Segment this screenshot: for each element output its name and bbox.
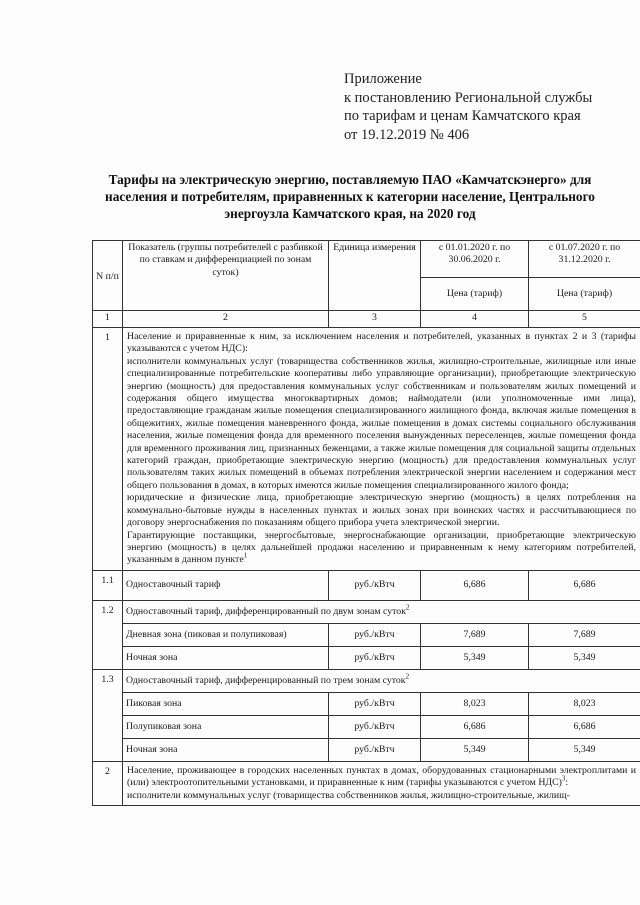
column-number-5: 5 [529, 311, 640, 328]
row-1-2-day-unit: руб./кВтч [329, 623, 421, 646]
row-1-2-label [123, 600, 640, 623]
header-indicator: Показатель (группы потребителей с разбивкой по ставкам и дифференциацией по зонам суток) [123, 241, 329, 311]
section-1-paragraph-1: Население и приравненные к ним, за исключением населения и потребителей, указанных в пунктах 2 и 3 (тарифы указываются с учетом НДС): [127, 331, 636, 355]
section-1-row [93, 328, 640, 571]
row-1-3-label-text: Одноставочный тариф, дифференцированный по трем зонам суток [126, 674, 406, 686]
appendix-header [344, 70, 592, 144]
row-1-3-peak-label: Пиковая зона [123, 692, 329, 715]
header-unit: Единица измерения [329, 241, 421, 311]
row-1-2-night-value-2: 5,349 [529, 646, 640, 669]
header-num: N п/п [93, 241, 123, 311]
section-2-row [93, 761, 640, 805]
row-1-3-peak-value-1: 8,023 [421, 692, 529, 715]
appendix-line-4: от 19.12.2019 № 406 [344, 126, 470, 143]
row-1-1-num: 1.1 [93, 570, 123, 600]
row-1-3-half-peak-value-2: 6,686 [529, 715, 640, 738]
header-period-1: с 01.01.2020 г. по 30.06.2020 г. [421, 241, 529, 278]
header-period-2: с 01.07.2020 г. по 31.12.2020 г. [529, 241, 640, 278]
row-1-2 [93, 600, 640, 623]
header-price-2: Цена (тариф) [529, 278, 640, 311]
appendix-line-3: по тарифам и ценам Камчатского края [344, 108, 581, 124]
section-2-p1-end: : [565, 777, 569, 789]
row-1-1-unit: руб./кВтч [329, 570, 421, 600]
column-number-4: 4 [421, 311, 529, 328]
section-1-paragraph-4 [127, 530, 636, 567]
row-1-3 [93, 669, 640, 692]
appendix-line-2: к постановлению Региональной службы [344, 89, 593, 106]
section-1-paragraph-3: юридические и физические лица, приобретающие электрическую энергию (мощность) в целях потребления на коммунально-бытовые нужды в населенных пунктах и жилых зонах при воинских частях и рассчитывающиеся по договору энергоснабжения по показаниям общего прибора учета электрической энергии. [127, 492, 636, 529]
row-1-2-night-value-1: 5,349 [421, 646, 529, 669]
row-1-3-label [123, 669, 640, 692]
header-row [93, 241, 640, 278]
section-1-num: 1 [93, 328, 123, 571]
column-number-3: 3 [329, 311, 421, 328]
row-1-3-peak-unit: руб./кВтч [329, 692, 421, 715]
row-1-1-label: Одноставочный тариф [123, 570, 329, 600]
row-1-2-label-text: Одноставочный тариф, дифференцированный по двум зонам суток [126, 605, 406, 617]
row-1-2-night [93, 646, 640, 669]
section-1-text [123, 328, 640, 571]
row-1-2-day-value-1: 7,689 [421, 623, 529, 646]
footnote-marker: 2 [405, 603, 410, 612]
row-1-3-half-peak-unit: руб./кВтч [329, 715, 421, 738]
row-1-1 [93, 570, 640, 600]
row-1-3-half-peak-label: Полупиковая зона [123, 715, 329, 738]
row-1-2-day-value-2: 7,689 [529, 623, 640, 646]
row-1-2-day [93, 623, 640, 646]
appendix-line-1: Приложение [344, 71, 422, 87]
row-1-3-night-value-2: 5,349 [529, 738, 640, 761]
row-1-2-day-label: Дневная зона (пиковая и полупиковая) [123, 623, 329, 646]
row-1-3-half-peak [93, 715, 640, 738]
document-title: Тарифы на электрическую энергию, поставляемую ПАО «Камчатскэнерго» для населения и потребителям, приравненных к категории население, Центрального энергоузла Камчатского края, на 2020 год [105, 172, 595, 221]
row-1-3-peak-value-2: 8,023 [529, 692, 640, 715]
section-1-paragraph-2: исполнители коммунальных услуг (товарищества собственников жилья, жилищно-строительные, жилищные или иные специализированные потребительские кооперативы либо управляющие организации), приобретающие электрическую энергию (мощность) для предоставления коммунальных услуг собственникам и пользователям жилых помещений и содержания общего имущества многоквартирных домов; наймодатели (или уполномоченные ими лица), предоставляющие гражданам жилые помещения специализированного жилищного фонда, включая жилые помещения в общежитиях, жилые помещения маневренного фонда, жилые помещения в домах системы социального обслуживания населения, жилые помещения фонда для временного поселения вынужденных переселенцев, жилые помещения фонда для временного проживания лиц, признанных беженцами, а также жилые помещения для социальной защиты отдельных категорий граждан, приобретающие электрическую энергию (мощность) для предоставления коммунальных услуг пользователям таких жилых помещений в объемах потребления электрической энергии населением и содержания мест общего пользования в домах, в которых имеются жилые помещения специализированного жилого фонда; [127, 355, 636, 491]
row-1-3-night-value-1: 5,349 [421, 738, 529, 761]
section-2-paragraph-2: исполнители коммунальных услуг (товарищества собственников жилья, жилищно-строительные, жилищ- [127, 789, 570, 801]
column-number-row [93, 311, 640, 328]
row-1-2-num: 1.2 [93, 600, 123, 669]
footnote-marker: 2 [405, 672, 410, 681]
row-1-3-night-unit: руб./кВтч [329, 738, 421, 761]
row-1-2-night-label: Ночная зона [123, 646, 329, 669]
footnote-marker: 1 [243, 552, 248, 561]
section-1-p4-text: Гарантирующие поставщики, энергосбытовые, энергоснабжающие организации, приобретающие электрическую энергию (мощность) в целях дальнейшей продажи населению и приравненным к нему категориям потребителей, указанным в данном пункте [127, 529, 636, 566]
row-1-3-half-peak-value-1: 6,686 [421, 715, 529, 738]
row-1-3-num: 1.3 [93, 669, 123, 761]
section-2-text [123, 761, 640, 805]
row-1-3-night-label: Ночная зона [123, 738, 329, 761]
row-1-3-night [93, 738, 640, 761]
section-2-p1-text: Население, проживающее в городских населенных пунктах в домах, оборудованных стационарными электроплитами и (или) электроотопительными установками, и приравненные к ним (тарифы указываются с учетом НДС) [127, 764, 636, 789]
row-1-2-night-unit: руб./кВтч [329, 646, 421, 669]
row-1-3-peak [93, 692, 640, 715]
column-number-1: 1 [93, 311, 123, 328]
tariff-table [92, 240, 640, 806]
section-2-num: 2 [93, 761, 123, 805]
header-price-1: Цена (тариф) [421, 278, 529, 311]
row-1-1-value-1: 6,686 [421, 570, 529, 600]
column-number-2: 2 [123, 311, 329, 328]
footnote-marker: 3 [561, 774, 566, 783]
row-1-1-value-2: 6,686 [529, 570, 640, 600]
section-2-paragraph-1 [127, 765, 636, 790]
